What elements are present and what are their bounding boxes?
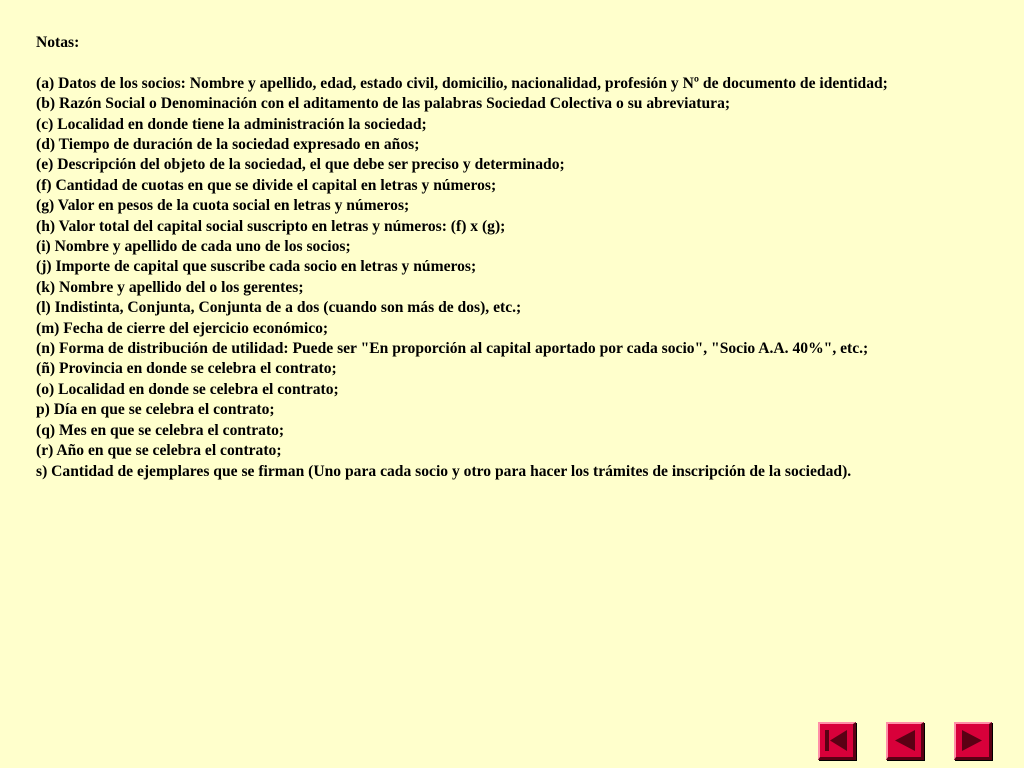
note-item-q: (q) Mes en que se celebra el contrato; [36,421,285,439]
note-item-s: s) Cantidad de ejemplares que se firman (Uno para cada socio y otro para hacer los trámites de inscripción de la sociedad). [36,462,852,480]
next-slide-button[interactable] [954,722,992,760]
previous-slide-button[interactable] [886,722,924,760]
note-item-p: p) Día en que se celebra el contrato; [36,401,275,419]
note-item-enie: (ñ) Provincia en donde se celebra el contrato; [36,360,337,378]
note-item-o: (o) Localidad en donde se celebra el contrato; [36,380,339,398]
note-item-c: (c) Localidad en donde tiene la administración la sociedad; [36,115,427,133]
note-item-n: (n) Forma de distribución de utilidad: Puede ser "En proporción al capital aportado por cada socio", "Socio A.A. 40%", etc.; [36,340,869,358]
note-item-g: (g) Valor en pesos de la cuota social en letras y números; [36,197,410,215]
note-item-r: (r) Año en que se celebra el contrato; [36,442,282,460]
skip-to-first-icon [820,724,853,757]
note-item-j: (j) Importe de capital que suscribe cada socio en letras y números; [36,258,477,276]
notes-list [36,74,1011,482]
note-item-i: (i) Nombre y apellido de cada uno de los socios; [36,238,351,256]
note-item-b: (b) Razón Social o Denominación con el aditamento de las palabras Sociedad Colectiva o su abreviatura; [36,95,731,113]
note-item-d: (d) Tiempo de duración de la sociedad expresado en años; [36,136,420,154]
note-item-f: (f) Cantidad de cuotas en que se divide el capital en letras y números; [36,176,497,194]
notes-title: Notas: [36,34,80,51]
note-item-h: (h) Valor total del capital social suscripto en letras y números: (f) x (g); [36,217,506,235]
note-item-l: (l) Indistinta, Conjunta, Conjunta de a dos (cuando son más de dos), etc.; [36,299,522,317]
notes-section [36,33,1011,482]
first-slide-button[interactable] [818,722,856,760]
note-item-e: (e) Descripción del objeto de la sociedad, el que debe ser preciso y determinado; [36,156,565,174]
note-item-a: (a) Datos de los socios: Nombre y apellido, edad, estado civil, domicilio, nacionalidad, profesión y Nº de documento de identidad; [36,74,888,92]
triangle-right-icon [956,724,989,757]
note-item-m: (m) Fecha de cierre del ejercicio económico; [36,319,329,337]
note-item-k: (k) Nombre y apellido del o los gerentes; [36,278,304,296]
triangle-left-icon [888,724,921,757]
